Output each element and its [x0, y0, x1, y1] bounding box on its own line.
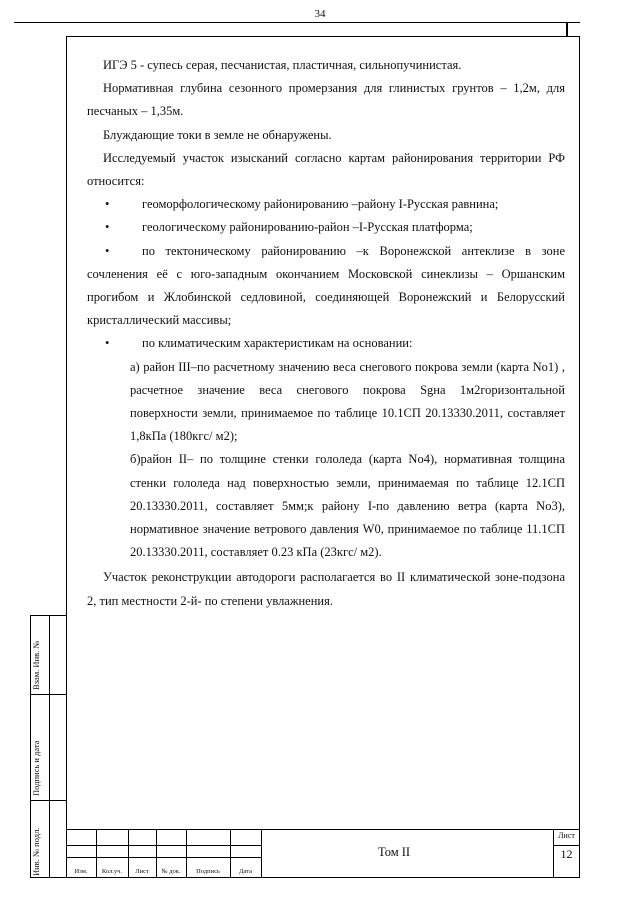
sheet-label: Лист	[558, 831, 575, 840]
bullet-text: геоморфологическому районированию –району I-Русская равнина;	[142, 197, 499, 212]
sheet-number: 12	[560, 847, 573, 861]
title-block-label-data: Дата	[239, 868, 252, 875]
bullet-item	[87, 216, 565, 239]
paragraph-ige: ИГЭ 5 - супесь серая, песчанистая, пластичная, сильнопучинистая.	[103, 58, 462, 72]
bullet-text: геологическому районированию-район –I-Русская платформа;	[142, 220, 473, 235]
bullet-item	[87, 332, 565, 355]
side-stamp-row-line	[30, 800, 66, 801]
bullet-symbol: •	[105, 197, 110, 212]
side-stamp-vzam: Взам. Инв. №	[31, 640, 41, 690]
side-stamp-row-line	[30, 694, 66, 695]
bullet-symbol: •	[105, 336, 110, 351]
frame-top-tick	[566, 22, 568, 37]
title-block-label-doc: № док.	[161, 868, 181, 875]
side-stamp-inv: Инв. № подл.	[31, 827, 41, 876]
page-number: 34	[314, 8, 326, 20]
title-block-label-list: Лист	[135, 868, 149, 875]
frame-top-extension	[14, 22, 580, 23]
volume-label: Том II	[378, 845, 411, 859]
document-body	[87, 54, 565, 613]
title-block-col-line	[261, 829, 262, 878]
bullet-symbol: •	[105, 243, 110, 258]
bullet-item	[87, 240, 565, 333]
bullet-text: по климатическим характеристикам на основании:	[142, 336, 413, 351]
sub-item-ice-wind: б)район II– по толщине стенки гололеда (карта No4), нормативная толщина стенки гололеда над поверхностью земли, принимаемая по таблице 12.1СП 20.13330.2011, составляет 5мм;к району I-по давлению ветра (карта No3), нормативное значение ветрового давления W0, принимаемое по таблице 11.1СП 20.13330.2011, составляет 0.23 кПа (23кгс/ м2).	[130, 452, 565, 560]
bullet-item	[87, 193, 565, 216]
sub-item-snow: а) район III–по расчетному значению веса снегового покрова земли (карта No1) , расчетное значение веса снегового покрова Sgна 1м2горизонтальной поверхности земли, принимаемое по таблице 10.1СП 20.13330.2011, составляет 1,8кПа (180кгс/ м2);	[130, 359, 565, 444]
title-block-label-izm: Изм.	[74, 868, 88, 875]
side-stamp-podpis: Подпись и дата	[31, 740, 41, 796]
title-block-label-kol: Кол.уч.	[101, 868, 123, 875]
bullet-text: по тектоническому районированию –к Воронежской антеклизе в зоне сочленения её с юго-западным окончанием Московской синеклизы – Оршанским прогибом и Жлобинской седловиной, соединяющей Воронежский и Белорусский кристаллический массивы;	[87, 243, 565, 328]
paragraph-zoning-intro: Исследуемый участок изысканий согласно картам районирования территории РФ относится:	[87, 150, 565, 189]
bullet-symbol: •	[105, 220, 110, 235]
paragraph-climate-zone: Участок реконструкции автодороги располагается во II климатической зоне-подзона 2, тип местности 2-й- по степени увлажнения.	[87, 570, 565, 608]
title-block-label-podpis: Подпись	[196, 868, 220, 875]
paragraph-freezing-depth: Нормативная глубина сезонного промерзания для глинистых грунтов – 1,2м, для песчаных – 1,35м.	[87, 81, 565, 119]
paragraph-stray-currents: Блуждающие токи в земле не обнаружены.	[103, 127, 332, 142]
title-block-row-line	[553, 845, 580, 846]
